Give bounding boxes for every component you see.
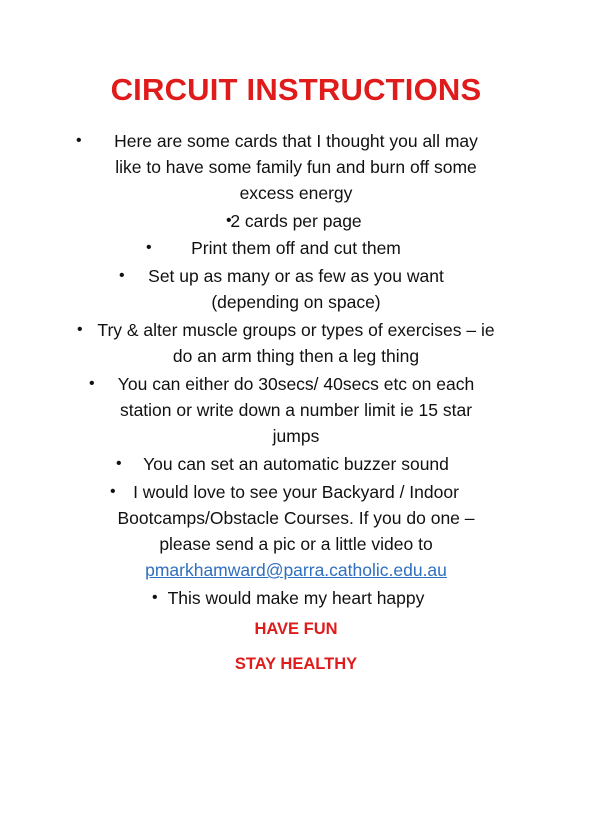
page-title: CIRCUIT INSTRUCTIONS xyxy=(110,72,482,107)
list-item-text: I would love to see your Backyard / Indoor Bootcamps/Obstacle Courses. If you do one – please send a pic or a little video to xyxy=(117,482,475,554)
bullet-icon: • xyxy=(77,321,83,338)
email-link[interactable]: pmarkhamward@parra.catholic.edu.au xyxy=(145,560,447,580)
list-item-text: 2 cards per page xyxy=(230,211,362,231)
list-item-text: Print them off and cut them xyxy=(191,238,401,258)
list-item xyxy=(110,479,476,583)
list-item-text: Try & alter muscle groups or types of exercises – ie do an arm thing then a leg thing xyxy=(97,320,495,366)
bullet-icon: • xyxy=(89,375,95,392)
list-item xyxy=(116,451,466,477)
instruction-list xyxy=(0,128,592,611)
list-item xyxy=(77,317,501,369)
closing-line-stay-healthy: STAY HEALTHY xyxy=(234,655,358,673)
list-item-text: Set up as many or as few as you want (depending on space) xyxy=(148,266,444,312)
list-item xyxy=(76,128,486,206)
list-item xyxy=(146,235,446,261)
list-item-text: This would make my heart happy xyxy=(167,588,425,608)
bullet-icon: • xyxy=(226,212,232,229)
bullet-icon: • xyxy=(110,483,116,500)
bullet-icon: • xyxy=(116,455,122,472)
bullet-icon: • xyxy=(152,589,158,606)
list-item xyxy=(89,371,491,449)
list-item-text: You can set an automatic buzzer sound xyxy=(143,454,449,474)
list-item xyxy=(119,263,461,315)
list-item xyxy=(146,585,446,611)
list-item-text: You can either do 30secs/ 40secs etc on each station or write down a number limit ie 15 star jumps xyxy=(117,374,475,446)
bullet-icon: • xyxy=(119,267,125,284)
bullet-icon: • xyxy=(76,132,82,149)
bullet-icon: • xyxy=(146,239,152,256)
closing-line-have-fun: HAVE FUN xyxy=(254,620,338,638)
list-item xyxy=(196,208,396,234)
list-item-text: Here are some cards that I thought you all may like to have some family fun and burn off some excess energy xyxy=(114,131,478,203)
